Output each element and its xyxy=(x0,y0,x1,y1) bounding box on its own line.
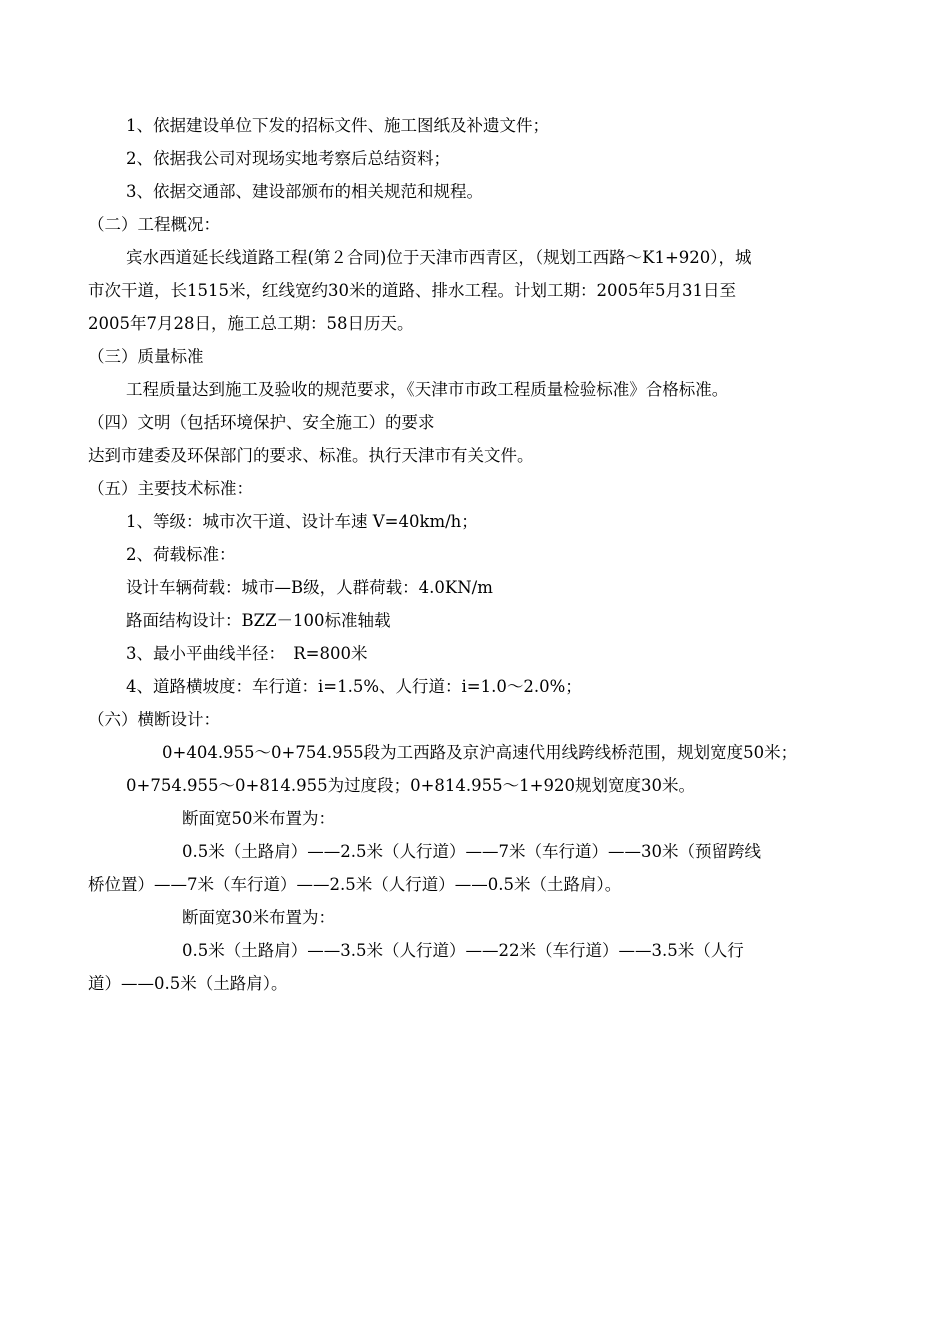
text-line-tech-3: 3、最小平曲线半径： R=800米 xyxy=(126,644,368,663)
text-line-basis-2: 2、依据我公司对现场实地考察后总结资料； xyxy=(126,149,450,168)
text-line-tech-4: 4、道路横坡度：车行道：i=1.5%、人行道：i=1.0～2.0%； xyxy=(126,677,582,696)
text-line-tech-pavement: 路面结构设计：BZZ－100标准轴载 xyxy=(126,611,391,630)
text-line-section-50-b: 桥位置）——7米（车行道）——2.5米（人行道）——0.5米（土路肩）。 xyxy=(88,875,622,894)
text-line-tech-2: 2、荷载标准： xyxy=(126,545,236,564)
text-line-section-50-title: 断面宽50米布置为： xyxy=(182,809,335,828)
text-line-tech-1: 1、等级：城市次干道、设计车速 V=40km/h； xyxy=(126,512,478,531)
text-line-basis-3: 3、依据交通部、建设部颁布的相关规范和规程。 xyxy=(126,182,483,201)
text-line-tech-load: 设计车辆荷载：城市—B级，人群荷载：4.0KN/m xyxy=(126,578,493,597)
text-line-cross-1: 0+404.955～0+754.955段为工西路及京沪高速代用线跨线桥范围，规划宽度50米； xyxy=(162,743,798,762)
text-line-section-30-b: 道）——0.5米（土路肩）。 xyxy=(88,974,288,993)
text-line-cross-2: 0+754.955～0+814.955为过度段；0+814.955～1+920规划宽度30米。 xyxy=(126,776,695,795)
text-line-overview-3: 2005年7月28日，施工总工期：58日历天。 xyxy=(88,314,414,333)
text-line-quality: 工程质量达到施工及验收的规范要求，《天津市市政工程质量检验标准》合格标准。 xyxy=(126,380,729,399)
section-heading-tech-standards: （五）主要技术标准： xyxy=(88,479,253,498)
text-line-basis-1: 1、依据建设单位下发的招标文件、施工图纸及补遗文件； xyxy=(126,116,549,135)
text-line-overview-2: 市次干道，长1515米，红线宽约30米的道路、排水工程。计划工期：2005年5月31日至 xyxy=(88,281,736,300)
text-line-section-50-a: 0.5米（土路肩）——2.5米（人行道）——7米（车行道）——30米（预留跨线 xyxy=(182,842,761,861)
section-heading-cross-section: （六）横断设计： xyxy=(88,710,220,729)
section-heading-civilization: （四）文明（包括环境保护、安全施工）的要求 xyxy=(88,413,435,432)
text-line-section-30-title: 断面宽30米布置为： xyxy=(182,908,335,927)
text-line-civilization: 达到市建委及环保部门的要求、标准。执行天津市有关文件。 xyxy=(88,446,534,465)
text-line-section-30-a: 0.5米（土路肩）——3.5米（人行道）——22米（车行道）——3.5米（人行 xyxy=(182,941,744,960)
section-heading-quality: （三）质量标准 xyxy=(88,347,204,366)
section-heading-overview: （二）工程概况： xyxy=(88,215,220,234)
text-line-overview-1: 宾水西道延长线道路工程(第２合同)位于天津市西青区，（规划工西路～K1+920），城 xyxy=(126,248,752,267)
